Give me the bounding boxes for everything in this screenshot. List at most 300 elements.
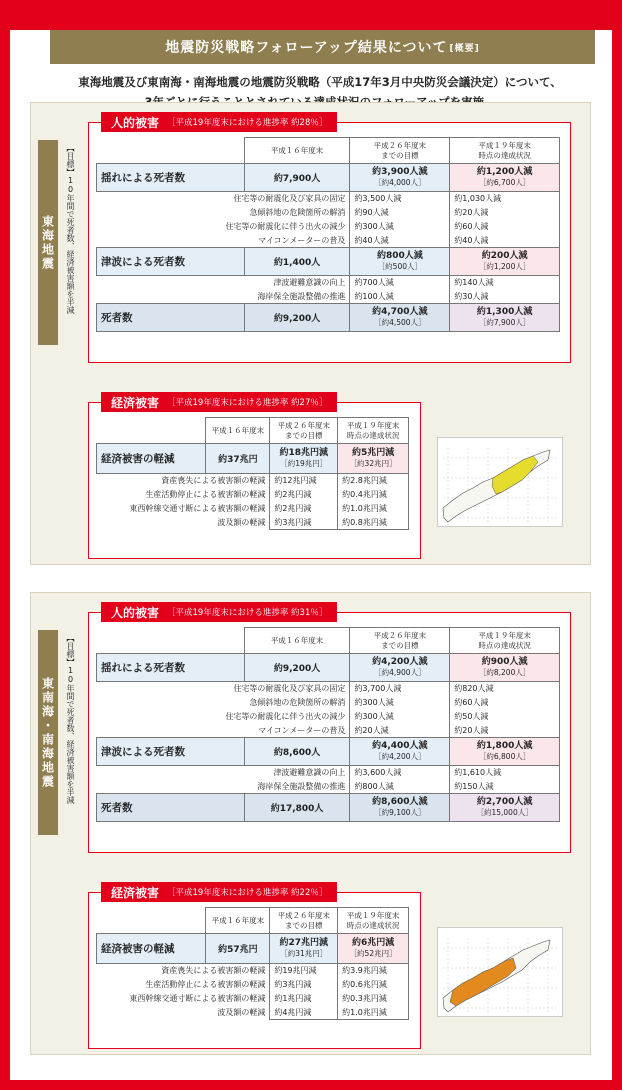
tonankai-human-title-text: 人的被害: [111, 605, 160, 620]
tokai-human-title-rate: ［平成19年度末における進捗率 約28％］: [167, 118, 328, 128]
value-h19: [338, 934, 409, 964]
value-h26-sub: ［約31兆円］: [280, 949, 328, 958]
value-h26-sub: ［約19兆円］: [280, 459, 328, 468]
item-label: [97, 192, 350, 206]
tonankai-region-name: 東南海・南海地震: [40, 676, 55, 789]
item-label-text: 波及額の軽減: [217, 518, 266, 527]
item-h26: [350, 276, 450, 290]
header-h19: [450, 628, 560, 654]
item-label-text: 住宅等の耐震化及び家具の固定: [233, 194, 346, 204]
item-h19-text: 約40人減: [454, 235, 489, 245]
item-h19: [338, 502, 409, 516]
tokai-map: [437, 437, 563, 527]
table-row: [97, 290, 560, 304]
header-h16: [206, 908, 270, 934]
value-h19-main: 約2,700人減: [476, 797, 533, 807]
item-h19: [338, 488, 409, 502]
header-h26: [270, 418, 338, 444]
header-h26-line1: 平成２６年度末: [373, 630, 427, 640]
item-h26-text: 約3兆円減: [274, 980, 312, 989]
table-row: [97, 164, 560, 192]
value-h19: [450, 304, 560, 332]
item-h26-text: 約1兆円減: [274, 994, 312, 1003]
value-h26-main: 約8,600人減: [372, 797, 428, 807]
item-h26-text: 約800人減: [354, 781, 394, 791]
item-label-text: 住宅等の耐震化に伴う出火の減少: [225, 222, 346, 231]
header-h19: [450, 138, 560, 164]
table-row: [97, 992, 409, 1006]
item-label: [97, 290, 350, 304]
table-row: [97, 276, 560, 290]
table-row: [97, 488, 409, 502]
item-label-text: 住宅等の耐震化及び家具の固定: [233, 684, 346, 694]
item-h26: [270, 474, 338, 488]
value-h16: [244, 304, 350, 332]
table-row: [97, 738, 560, 766]
value-h26-main: 約27兆円減: [279, 938, 329, 948]
item-h19: [338, 978, 409, 992]
item-label: [97, 488, 270, 502]
table-row: [97, 794, 560, 822]
item-h19-text: 約20人減: [454, 208, 489, 217]
value-h19-main: 約200人減: [481, 251, 528, 261]
value-h19-sub: ［約52兆円］: [349, 949, 397, 958]
header-row: [97, 138, 560, 164]
value-h26-main: 約3,900人減: [372, 167, 428, 177]
value-h16-text: 約7,900人: [273, 174, 321, 184]
item-h19-text: 約0.6兆円減: [342, 980, 387, 989]
item-h19-text: 約1,030人減: [454, 194, 502, 204]
header-h26: [350, 628, 450, 654]
value-h16: [244, 164, 350, 192]
item-h26: [270, 992, 338, 1006]
item-h26-text: 約300人減: [354, 222, 394, 231]
item-h26-text: 約19兆円減: [274, 966, 317, 976]
item-label-text: 住宅等の耐震化に伴う出火の減少: [225, 712, 346, 721]
row-label-text: 経済被害の軽減: [101, 943, 175, 955]
value-h16-text: 約9,200人: [273, 664, 321, 674]
value-h19: [338, 444, 409, 474]
value-h16-text: 約8,600人: [273, 748, 321, 758]
item-label: [97, 502, 270, 516]
row-label-text: 津波による死者数: [101, 746, 185, 758]
item-label-text: 海岸保全施設整備の推進: [257, 291, 346, 301]
value-h26: [350, 164, 450, 192]
header-h26-line2: までの目標: [381, 150, 419, 160]
page-title: [50, 30, 595, 64]
item-label: [97, 234, 350, 248]
item-h26-text: 約20人減: [354, 725, 389, 735]
header-h26: [270, 908, 338, 934]
value-h19-sub: ［約6,800人］: [478, 752, 531, 761]
item-label-text: 資産喪失による被害額の軽減: [161, 966, 266, 976]
tonankai-goal-text: 【目標】10年間で死者数、経済被害額を半減: [66, 634, 75, 804]
value-h26-main: 約18兆円減: [279, 448, 329, 458]
item-h26-text: 約3,700人減: [354, 684, 402, 694]
item-h19-text: 約1.0兆円減: [342, 504, 387, 513]
header-row: [97, 418, 409, 444]
table-row: [97, 444, 409, 474]
map-affected-area: [450, 958, 516, 1006]
value-h19-sub: ［約7,900人］: [478, 318, 531, 327]
tokai-human-card: [88, 115, 571, 363]
row-label: [97, 654, 245, 682]
tonankai-map-image: [438, 928, 564, 1018]
tokai-econ-title: [101, 392, 337, 412]
item-h19: [450, 290, 560, 304]
header-h26-line1: 平成２６年度末: [277, 910, 330, 920]
item-label: [97, 682, 350, 696]
item-label: [97, 516, 270, 530]
value-h26-sub: ［約4,000人］: [374, 178, 426, 187]
header-row: [97, 628, 560, 654]
item-h19: [450, 710, 560, 724]
item-label-text: 急傾斜地の危険箇所の解消: [249, 208, 346, 217]
tokai-region-name: 東海地震: [40, 214, 55, 271]
tokai-human-title: [101, 112, 337, 132]
tokai-econ-card: [88, 395, 421, 559]
value-h19-sub: ［約32兆円］: [349, 459, 397, 468]
row-label-text: 死者数: [101, 802, 133, 814]
item-h19: [450, 276, 560, 290]
item-h19-text: 約20人減: [454, 725, 489, 735]
tokai-region-tag: [38, 140, 58, 345]
item-label-text: 海岸保全施設整備の推進: [257, 781, 346, 791]
table-row: [97, 206, 560, 220]
item-h19-text: 約0.3兆円減: [342, 994, 387, 1003]
value-h16: [206, 934, 270, 964]
tonankai-map: [437, 927, 563, 1017]
row-label-text: 揺れによる死者数: [101, 662, 185, 674]
value-h19: [450, 738, 560, 766]
item-h19-text: 約1,610人減: [454, 768, 502, 778]
item-label: [97, 978, 270, 992]
row-label-text: 津波による死者数: [101, 256, 185, 268]
row-label: [97, 444, 206, 474]
item-h26-text: 約700人減: [354, 278, 394, 288]
item-label-text: 津波避難意識の向上: [273, 768, 346, 778]
value-h16-text: 約37兆円: [218, 455, 258, 465]
value-h26: [270, 444, 338, 474]
row-label: [97, 248, 245, 276]
row-label-text: 揺れによる死者数: [101, 172, 185, 184]
value-h16: [244, 248, 350, 276]
table-row: [97, 502, 409, 516]
row-label: [97, 164, 245, 192]
value-h19-main: 約1,300人減: [476, 307, 533, 317]
value-h19-main: 約6兆円減: [351, 938, 395, 948]
header-h19-line1: 平成１９年度末: [346, 420, 400, 430]
value-h19-main: 約1,800人減: [476, 741, 533, 751]
value-h26: [350, 248, 450, 276]
item-h26-text: 約12兆円減: [274, 476, 317, 486]
table-row: [97, 780, 560, 794]
header-h16-text: 平成１６年度末: [270, 145, 324, 155]
tonankai-econ-title: [101, 882, 337, 902]
table-row: [97, 248, 560, 276]
item-h26: [350, 696, 450, 710]
item-h26: [350, 234, 450, 248]
item-label-text: 資産喪失による被害額の軽減: [161, 476, 266, 486]
row-label: [97, 738, 245, 766]
header-row: [97, 908, 409, 934]
item-label-text: 生産活動停止による被害額の軽減: [145, 490, 266, 499]
tokai-goal-text: 【目標】10年間で死者数、経済被害額を半減: [66, 144, 75, 314]
tokai-human-title-text: 人的被害: [111, 115, 160, 130]
item-label: [97, 766, 350, 780]
tokai-human-table: [96, 137, 560, 332]
value-h26-main: 約800人減: [376, 251, 423, 261]
item-label: [97, 780, 350, 794]
header-h26: [350, 138, 450, 164]
header-blank: [97, 138, 245, 164]
item-label-text: マイコンメーターの普及: [258, 725, 346, 735]
value-h26: [350, 738, 450, 766]
tonankai-human-title-rate: ［平成19年度末における進捗率 約31％］: [167, 608, 328, 618]
item-h26: [350, 710, 450, 724]
item-h19: [450, 206, 560, 220]
item-label-text: マイコンメーターの普及: [258, 235, 346, 245]
item-h19-text: 約60人減: [454, 698, 489, 707]
header-h19-line1: 平成１９年度末: [346, 910, 400, 920]
item-h26: [350, 682, 450, 696]
value-h26-main: 約4,400人減: [372, 741, 428, 751]
header-blank: [97, 418, 206, 444]
tokai-econ-title-text: 経済被害: [111, 395, 160, 410]
row-label: [97, 794, 245, 822]
table-row: [97, 724, 560, 738]
value-h16-text: 約1,400人: [273, 258, 321, 268]
value-h26-sub: ［約4,200人］: [374, 752, 426, 761]
value-h26-sub: ［約9,100人］: [374, 808, 426, 817]
tokai-econ-title-rate: ［平成19年度末における進捗率 約27％］: [167, 398, 328, 408]
value-h26-main: 約4,700人減: [372, 307, 428, 317]
item-h26-text: 約300人減: [354, 698, 394, 707]
table-row: [97, 654, 560, 682]
value-h26-main: 約4,200人減: [372, 657, 428, 667]
header-h19-line1: 平成１９年度末: [478, 630, 531, 640]
value-h19-sub: ［約6,700人］: [478, 178, 531, 187]
item-h26-text: 約4兆円減: [274, 1007, 312, 1017]
header-h26-line2: までの目標: [285, 920, 323, 930]
item-h19: [338, 516, 409, 530]
value-h19: [450, 248, 560, 276]
item-h19-text: 約150人減: [454, 781, 494, 791]
item-h19-text: 約140人減: [454, 278, 494, 288]
item-h19-text: 約50人減: [454, 712, 489, 721]
item-h26-text: 約3,500人減: [354, 194, 402, 204]
item-h19-text: 約30人減: [454, 291, 489, 301]
item-h26: [270, 502, 338, 516]
item-h19: [450, 234, 560, 248]
value-h19-main: 約1,200人減: [476, 167, 533, 177]
tokai-econ-table: [96, 417, 409, 530]
row-label: [97, 304, 245, 332]
value-h19: [450, 164, 560, 192]
tonankai-econ-card: [88, 885, 421, 1049]
header-h26-line2: までの目標: [285, 430, 323, 440]
tonankai-human-title: [101, 602, 337, 622]
item-h26-text: 約2兆円減: [274, 504, 312, 513]
item-label: [97, 724, 350, 738]
tonankai-goal: [62, 634, 76, 834]
item-h19-text: 約0.4兆円減: [342, 490, 387, 499]
item-h26: [270, 978, 338, 992]
item-h26-text: 約3,600人減: [354, 768, 402, 778]
header-h16: [206, 418, 270, 444]
item-h19: [450, 220, 560, 234]
item-h26-text: 約3兆円減: [274, 517, 312, 527]
value-h19-sub: ［約15,000人］: [476, 808, 533, 817]
item-label-text: 生産活動停止による被害額の軽減: [145, 980, 266, 989]
row-label: [97, 934, 206, 964]
item-h19: [450, 766, 560, 780]
item-label-text: 波及額の軽減: [217, 1008, 266, 1017]
header-h16-text: 平成１６年度末: [211, 915, 265, 925]
item-h26-text: 約40人減: [354, 235, 389, 245]
header-h19-line1: 平成１９年度末: [478, 140, 531, 150]
value-h26-sub: ［約4,500人］: [374, 318, 426, 327]
header-h16: [244, 138, 350, 164]
item-label: [97, 696, 350, 710]
value-h19-sub: ［約8,200人］: [478, 668, 531, 677]
item-h26: [350, 780, 450, 794]
tokai-goal: [62, 144, 76, 344]
header-h19-line2: 時点の達成状況: [478, 150, 531, 160]
item-label: [97, 474, 270, 488]
item-h19-text: 約1.0兆円減: [342, 1007, 387, 1017]
value-h26-sub: ［約500人］: [377, 262, 422, 271]
header-h26-line2: までの目標: [381, 640, 419, 650]
item-h26: [270, 516, 338, 530]
item-h26: [350, 724, 450, 738]
value-h26-sub: ［約4,900人］: [374, 668, 426, 677]
header-blank: [97, 628, 245, 654]
title-sub: [概要]: [449, 43, 480, 54]
header-h19: [338, 908, 409, 934]
value-h16-text: 約17,800人: [270, 804, 324, 814]
value-h16: [244, 794, 350, 822]
table-row: [97, 978, 409, 992]
table-row: [97, 220, 560, 234]
header-blank: [97, 908, 206, 934]
item-h26: [270, 488, 338, 502]
title-text: 地震防災戦略フォローアップ結果について: [165, 40, 448, 56]
item-h19-text: 約60人減: [454, 222, 489, 231]
tonankai-econ-table: [96, 907, 409, 1020]
tonankai-human-table: [96, 627, 560, 822]
table-row: [97, 1006, 409, 1020]
value-h16: [244, 654, 350, 682]
tonankai-econ-title-text: 経済被害: [111, 885, 160, 900]
table-row: [97, 474, 409, 488]
item-h19: [450, 724, 560, 738]
value-h19-main: 約5兆円減: [351, 448, 395, 458]
header-h16: [244, 628, 350, 654]
item-h26: [270, 964, 338, 978]
value-h19: [450, 654, 560, 682]
value-h26: [350, 304, 450, 332]
item-label: [97, 220, 350, 234]
item-h26: [350, 766, 450, 780]
row-label-text: 死者数: [101, 312, 133, 324]
table-row: [97, 682, 560, 696]
value-h26: [270, 934, 338, 964]
item-h19-text: 約0.8兆円減: [342, 517, 387, 527]
item-h19-text: 約3.9兆円減: [342, 966, 387, 976]
item-label-text: 津波避難意識の向上: [273, 278, 346, 288]
item-h19: [338, 992, 409, 1006]
table-row: [97, 766, 560, 780]
item-h26-text: 約90人減: [354, 208, 389, 217]
item-h26: [350, 220, 450, 234]
item-h19: [450, 780, 560, 794]
value-h26: [350, 794, 450, 822]
tonankai-human-card: [88, 605, 571, 853]
item-label: [97, 1006, 270, 1020]
item-label: [97, 710, 350, 724]
value-h19: [450, 794, 560, 822]
item-label-text: 東西幹線交通寸断による被害額の軽減: [129, 994, 266, 1003]
value-h26: [350, 654, 450, 682]
item-h19: [450, 696, 560, 710]
item-h19: [338, 1006, 409, 1020]
intro-line-1: 東海地震及び東南海・南海地震の地震防災戦略（平成17年3月中央防災会議決定）について、: [78, 75, 562, 89]
header-h26-line1: 平成２６年度末: [277, 420, 330, 430]
tonankai-econ-title-rate: ［平成19年度末における進捗率 約22％］: [167, 888, 328, 898]
item-h26: [350, 290, 450, 304]
item-h19: [338, 474, 409, 488]
header-h16-text: 平成１６年度末: [270, 635, 324, 645]
item-label: [97, 964, 270, 978]
table-row: [97, 964, 409, 978]
item-h26-text: 約2兆円減: [274, 490, 312, 499]
table-row: [97, 934, 409, 964]
header-h19: [338, 418, 409, 444]
item-label: [97, 992, 270, 1006]
header-h19-line2: 時点の達成状況: [346, 430, 400, 440]
item-label: [97, 276, 350, 290]
tonankai-region-tag: [38, 630, 58, 835]
table-row: [97, 304, 560, 332]
header-h26-line1: 平成２６年度末: [373, 140, 427, 150]
header-h19-line2: 時点の達成状況: [346, 920, 400, 930]
item-label-text: 東西幹線交通寸断による被害額の軽減: [129, 504, 266, 513]
item-label: [97, 206, 350, 220]
item-h26-text: 約100人減: [354, 291, 394, 301]
value-h19-main: 約900人減: [481, 657, 528, 667]
value-h16-text: 約57兆円: [218, 945, 258, 955]
table-row: [97, 516, 409, 530]
item-h19: [450, 682, 560, 696]
item-h19: [338, 964, 409, 978]
header-h16-text: 平成１６年度末: [211, 425, 265, 435]
item-label-text: 急傾斜地の危険箇所の解消: [249, 698, 346, 707]
item-h26: [350, 192, 450, 206]
table-row: [97, 192, 560, 206]
value-h16: [244, 738, 350, 766]
value-h19-sub: ［約1,200人］: [478, 262, 531, 271]
value-h16: [206, 444, 270, 474]
value-h16-text: 約9,200人: [273, 314, 321, 324]
tokai-map-image: [438, 438, 564, 528]
item-h19-text: 約2.8兆円減: [342, 476, 387, 486]
item-h19-text: 約820人減: [454, 684, 494, 694]
row-label-text: 経済被害の軽減: [101, 453, 175, 465]
map-affected-area: [492, 456, 538, 494]
item-h26: [270, 1006, 338, 1020]
item-h26: [350, 206, 450, 220]
